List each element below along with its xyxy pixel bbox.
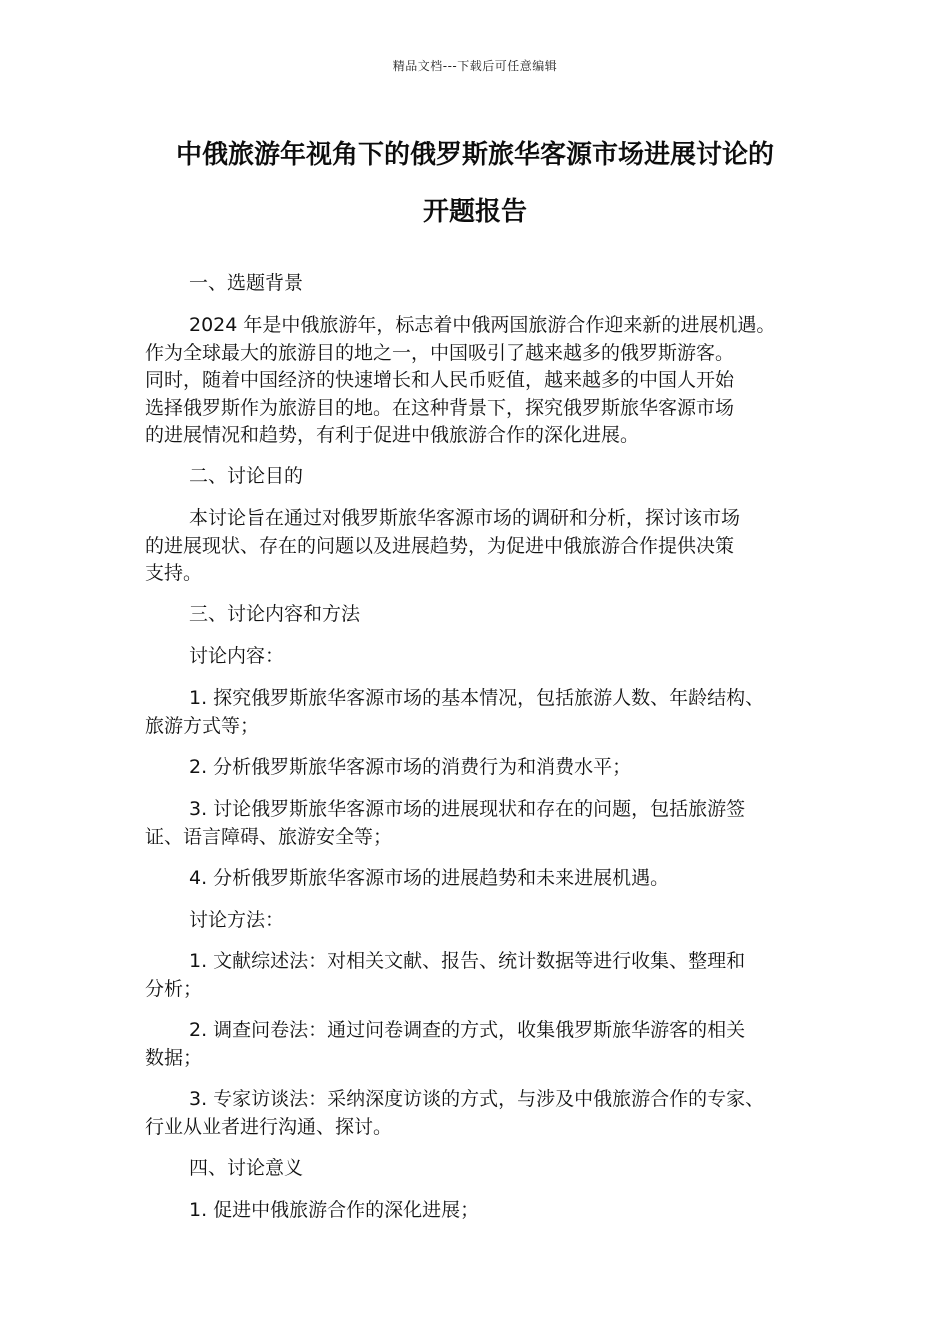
content-item-3 <box>145 796 817 851</box>
paragraph-line: 分析； <box>145 977 203 1000</box>
paragraph-line: 行业从业者进行沟通、探讨。 <box>145 1115 393 1138</box>
subheading-content <box>145 643 817 671</box>
paragraph-line: 的进展情况和趋势，有利于促进中俄旅游合作的深化进展。 <box>145 424 640 446</box>
paragraph-line: 同时，随着中国经济的快速增长和人民币贬值，越来越多的中国人开始 <box>145 369 735 391</box>
paragraph-line: 一、选题背景 <box>189 272 304 294</box>
paragraph-line: 1. 文献综述法：对相关文献、报告、统计数据等进行收集、整理和 <box>189 950 746 972</box>
significance-item-1 <box>145 1197 817 1225</box>
paragraph-line: 支持。 <box>145 562 203 584</box>
paragraph-line: 讨论方法： <box>189 909 285 931</box>
paragraph-line: 2. 调查问卷法：通过问卷调查的方式，收集俄罗斯旅华游客的相关 <box>189 1019 746 1041</box>
paragraph-line: 二、讨论目的 <box>189 465 304 487</box>
paragraph-line: 讨论内容： <box>189 645 285 667</box>
document-title-line-1: 中俄旅游年视角下的俄罗斯旅华客源市场进展讨论的 <box>175 140 774 170</box>
paragraph-line: 2024 年是中俄旅游年，标志着中俄两国旅游合作迎来新的进展机遇。 <box>189 314 776 336</box>
paragraph-line: 4. 分析俄罗斯旅华客源市场的进展趋势和未来进展机遇。 <box>189 867 670 889</box>
content-item-1 <box>145 685 817 740</box>
section-heading-content-method <box>145 601 817 629</box>
paragraph-line: 3. 讨论俄罗斯旅华客源市场的进展现状和存在的问题，包括旅游签 <box>189 798 746 820</box>
page-header-note: 精品文档---下载后可任意编辑 <box>392 59 558 73</box>
paragraph-line: 三、讨论内容和方法 <box>189 603 361 625</box>
paragraph-line: 的进展现状、存在的问题以及进展趋势，为促进中俄旅游合作提供决策 <box>145 534 735 557</box>
paragraph-line: 旅游方式等； <box>145 714 260 737</box>
method-item-1 <box>145 948 817 1003</box>
paragraph-line: 选择俄罗斯作为旅游目的地。在这种背景下，探究俄罗斯旅华客源市场 <box>145 396 735 419</box>
method-item-2 <box>145 1017 817 1072</box>
paragraph-line: 四、讨论意义 <box>189 1157 304 1179</box>
content-item-4 <box>145 865 817 893</box>
paragraph-line: 本讨论旨在通过对俄罗斯旅华客源市场的调研和分析，探讨该市场 <box>189 507 741 529</box>
paragraph-line: 3. 专家访谈法：采纳深度访谈的方式，与涉及中俄旅游合作的专家、 <box>189 1088 765 1110</box>
paragraph-line: 1. 促进中俄旅游合作的深化进展； <box>189 1199 480 1221</box>
section-heading-background <box>145 270 817 298</box>
paragraph-line: 数据； <box>145 1046 203 1069</box>
content-item-2 <box>145 754 817 782</box>
paragraph-line: 2. 分析俄罗斯旅华客源市场的消费行为和消费水平； <box>189 756 632 778</box>
paragraph-purpose <box>145 505 817 588</box>
section-heading-purpose <box>145 463 817 491</box>
paragraph-background <box>145 312 817 450</box>
paragraph-line: 作为全球最大的旅游目的地之一，中国吸引了越来越多的俄罗斯游客。 <box>145 341 735 364</box>
document-title-line-2: 开题报告 <box>422 197 527 227</box>
paragraph-line: 证、语言障碍、旅游安全等； <box>145 825 393 848</box>
paragraph-line: 1. 探究俄罗斯旅华客源市场的基本情况，包括旅游人数、年龄结构、 <box>189 687 765 709</box>
section-heading-significance <box>145 1155 817 1183</box>
method-item-3 <box>145 1086 817 1141</box>
subheading-method <box>145 907 817 935</box>
